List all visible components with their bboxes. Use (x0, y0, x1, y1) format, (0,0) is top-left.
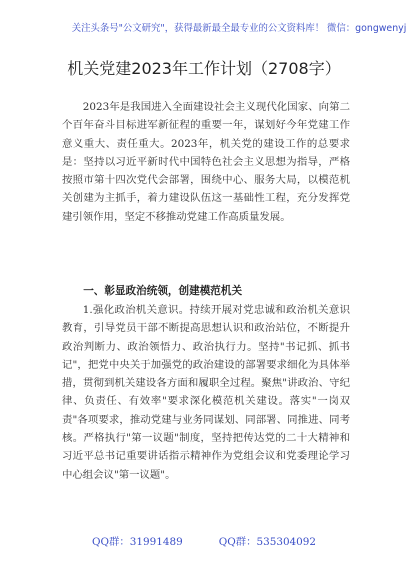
section-paragraph: 1.强化政治机关意识。持续开展对党忠诚和政治机关意识教育，引导党员干部不断提高思想认识和政治站位，不断提升政治判断力、政治领悟力、政治执行力。坚持"书记抓、抓书记"，把党中央关于加强党的政治建设的部署要求细化为具体举措，贯彻到机关建设各方面和履职全过程。聚焦"讲政治、守纪律、负责任、有效率"要求深化模范机关建设。落实"一岗双责"各项要求，推动党建与业务同谋划、同部署、同推进、同考核。严格执行"第一议题"制度，坚持把传达党的二十大精神和习近平总书记重要讲话指示精神作为党组会议和党委理论学习中心组会议"第一议题"。 (62, 304, 350, 481)
promo-banner (70, 20, 408, 34)
section-heading: 一、彰显政治统领，创建模范机关 (83, 285, 243, 297)
section-paragraph-block (62, 301, 350, 484)
intro-paragraph-block (62, 98, 350, 226)
promo-banner-text: 关注头条号"公文研究"，获得最新最全最专业的公文资料库！ 微信：gongwenyj (71, 23, 407, 34)
document-title: 机关党建2023年工作计划（2708字） (67, 59, 341, 78)
footer-qq-group-1: QQ群：31991489 (91, 536, 183, 548)
intro-paragraph: 2023年是我国进入全面建设社会主义现代化国家、向第二个百年奋斗目标进军新征程的重要一年，谋划好今年党建工作意义重大、责任重大。2023年，机关党的建设工作的总要求是：坚持以习近平新时代中国特色社会主义思想为指导，严格按照市第十四次党代会部署，围绕中心、服务大局，以模范机关创建为主抓手，着力建设队伍这一基础性工程，充分发挥党建引领作用，坚定不移推动党建工作高质量发展。 (62, 101, 350, 223)
footer-qq-group-2: QQ群：535304092 (218, 536, 317, 548)
footer-contact (0, 533, 408, 548)
